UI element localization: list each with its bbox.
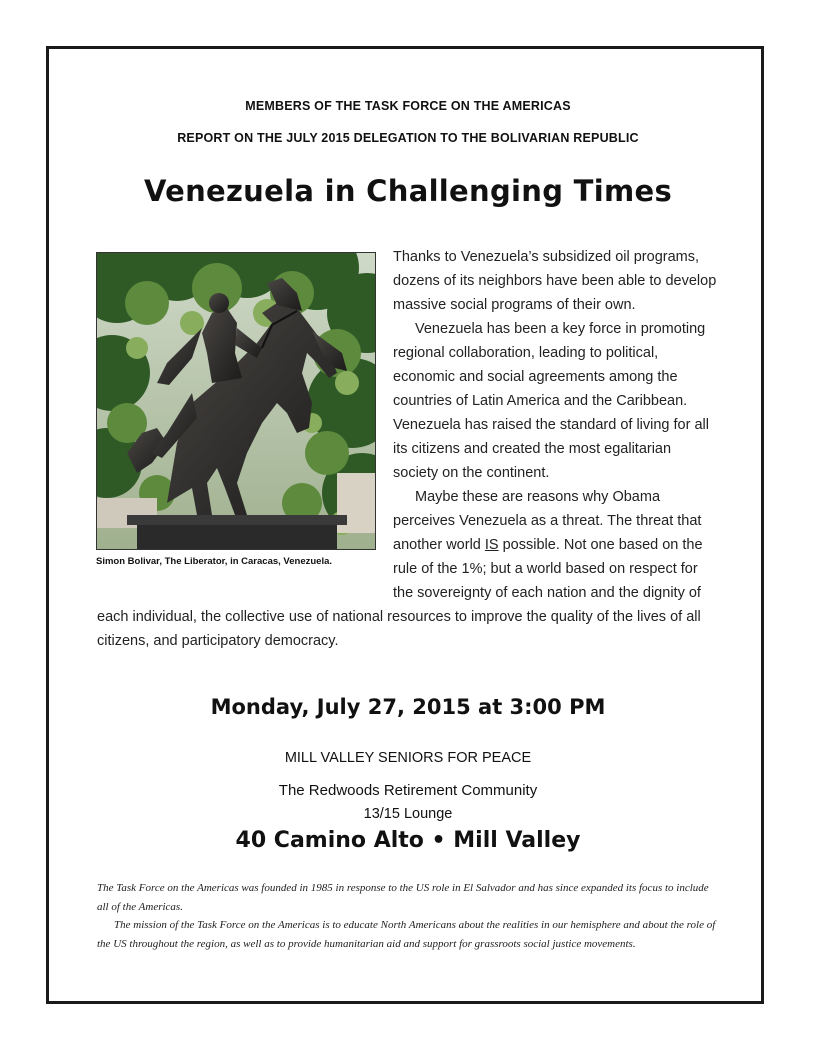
body-paragraph-3-end: possible. Not one based on the rule of the 1%; but a world based on respect for the sovereignty of each nation and the dignity of each individual, the collective use of national resources to improve the quality of the lives of all citizens, and participatory democracy. <box>97 537 703 649</box>
event-date: Monday, July 27, 2015 at 3:00 PM <box>210 695 606 719</box>
footer-notes <box>97 879 717 953</box>
header-organization: MEMBERS OF THE TASK FORCE ON THE AMERICAS <box>245 99 571 113</box>
footer-paragraph-2: The mission of the Task Force on the Americas is to educate North Americans about the realities in our hemisphere and about the role of the US throughout the region, as well as to provide humanitarian aid and support for grassroots social justice movements. <box>97 919 716 950</box>
event-host: MILL VALLEY SENIORS FOR PEACE <box>284 750 532 766</box>
event-room: 13/15 Lounge <box>363 806 453 822</box>
footer-paragraph-1: The Task Force on the Americas was founded in 1985 in response to the US role in El Salvador and has since expanded its focus to include all of the Americas. <box>97 882 709 913</box>
body-paragraph-3-start: Maybe these are reasons why Obama perceives Venezuela as a threat. The threat that another world <box>393 489 702 553</box>
event-address: 40 Camino Alto • Mill Valley <box>235 828 581 853</box>
body-paragraph-1: Thanks to Venezuela’s subsidized oil programs, dozens of its neighbors have been able to develop massive social programs of their own. <box>393 249 717 313</box>
page-title: Venezuela in Challenging Times <box>143 174 673 208</box>
statue-illustration <box>97 253 376 550</box>
event-venue: The Redwoods Retirement Community <box>278 782 538 799</box>
photo-caption: Simon Bolivar, The Liberator, in Caracas, Venezuela. <box>96 556 333 567</box>
emphasis-is: IS <box>484 537 499 553</box>
body-paragraph-2: Venezuela has been a key force in promoting regional collaboration, leading to political, economic and social agreements among the countries of Latin America and the Caribbean. Venezuela has raised the standard of living for all its citizens and created the most egalitarian society on the continent. <box>393 321 709 481</box>
bolivar-statue-photo <box>96 252 376 550</box>
header-report-subtitle: REPORT ON THE JULY 2015 DELEGATION TO THE BOLIVARIAN REPUBLIC <box>177 131 639 145</box>
